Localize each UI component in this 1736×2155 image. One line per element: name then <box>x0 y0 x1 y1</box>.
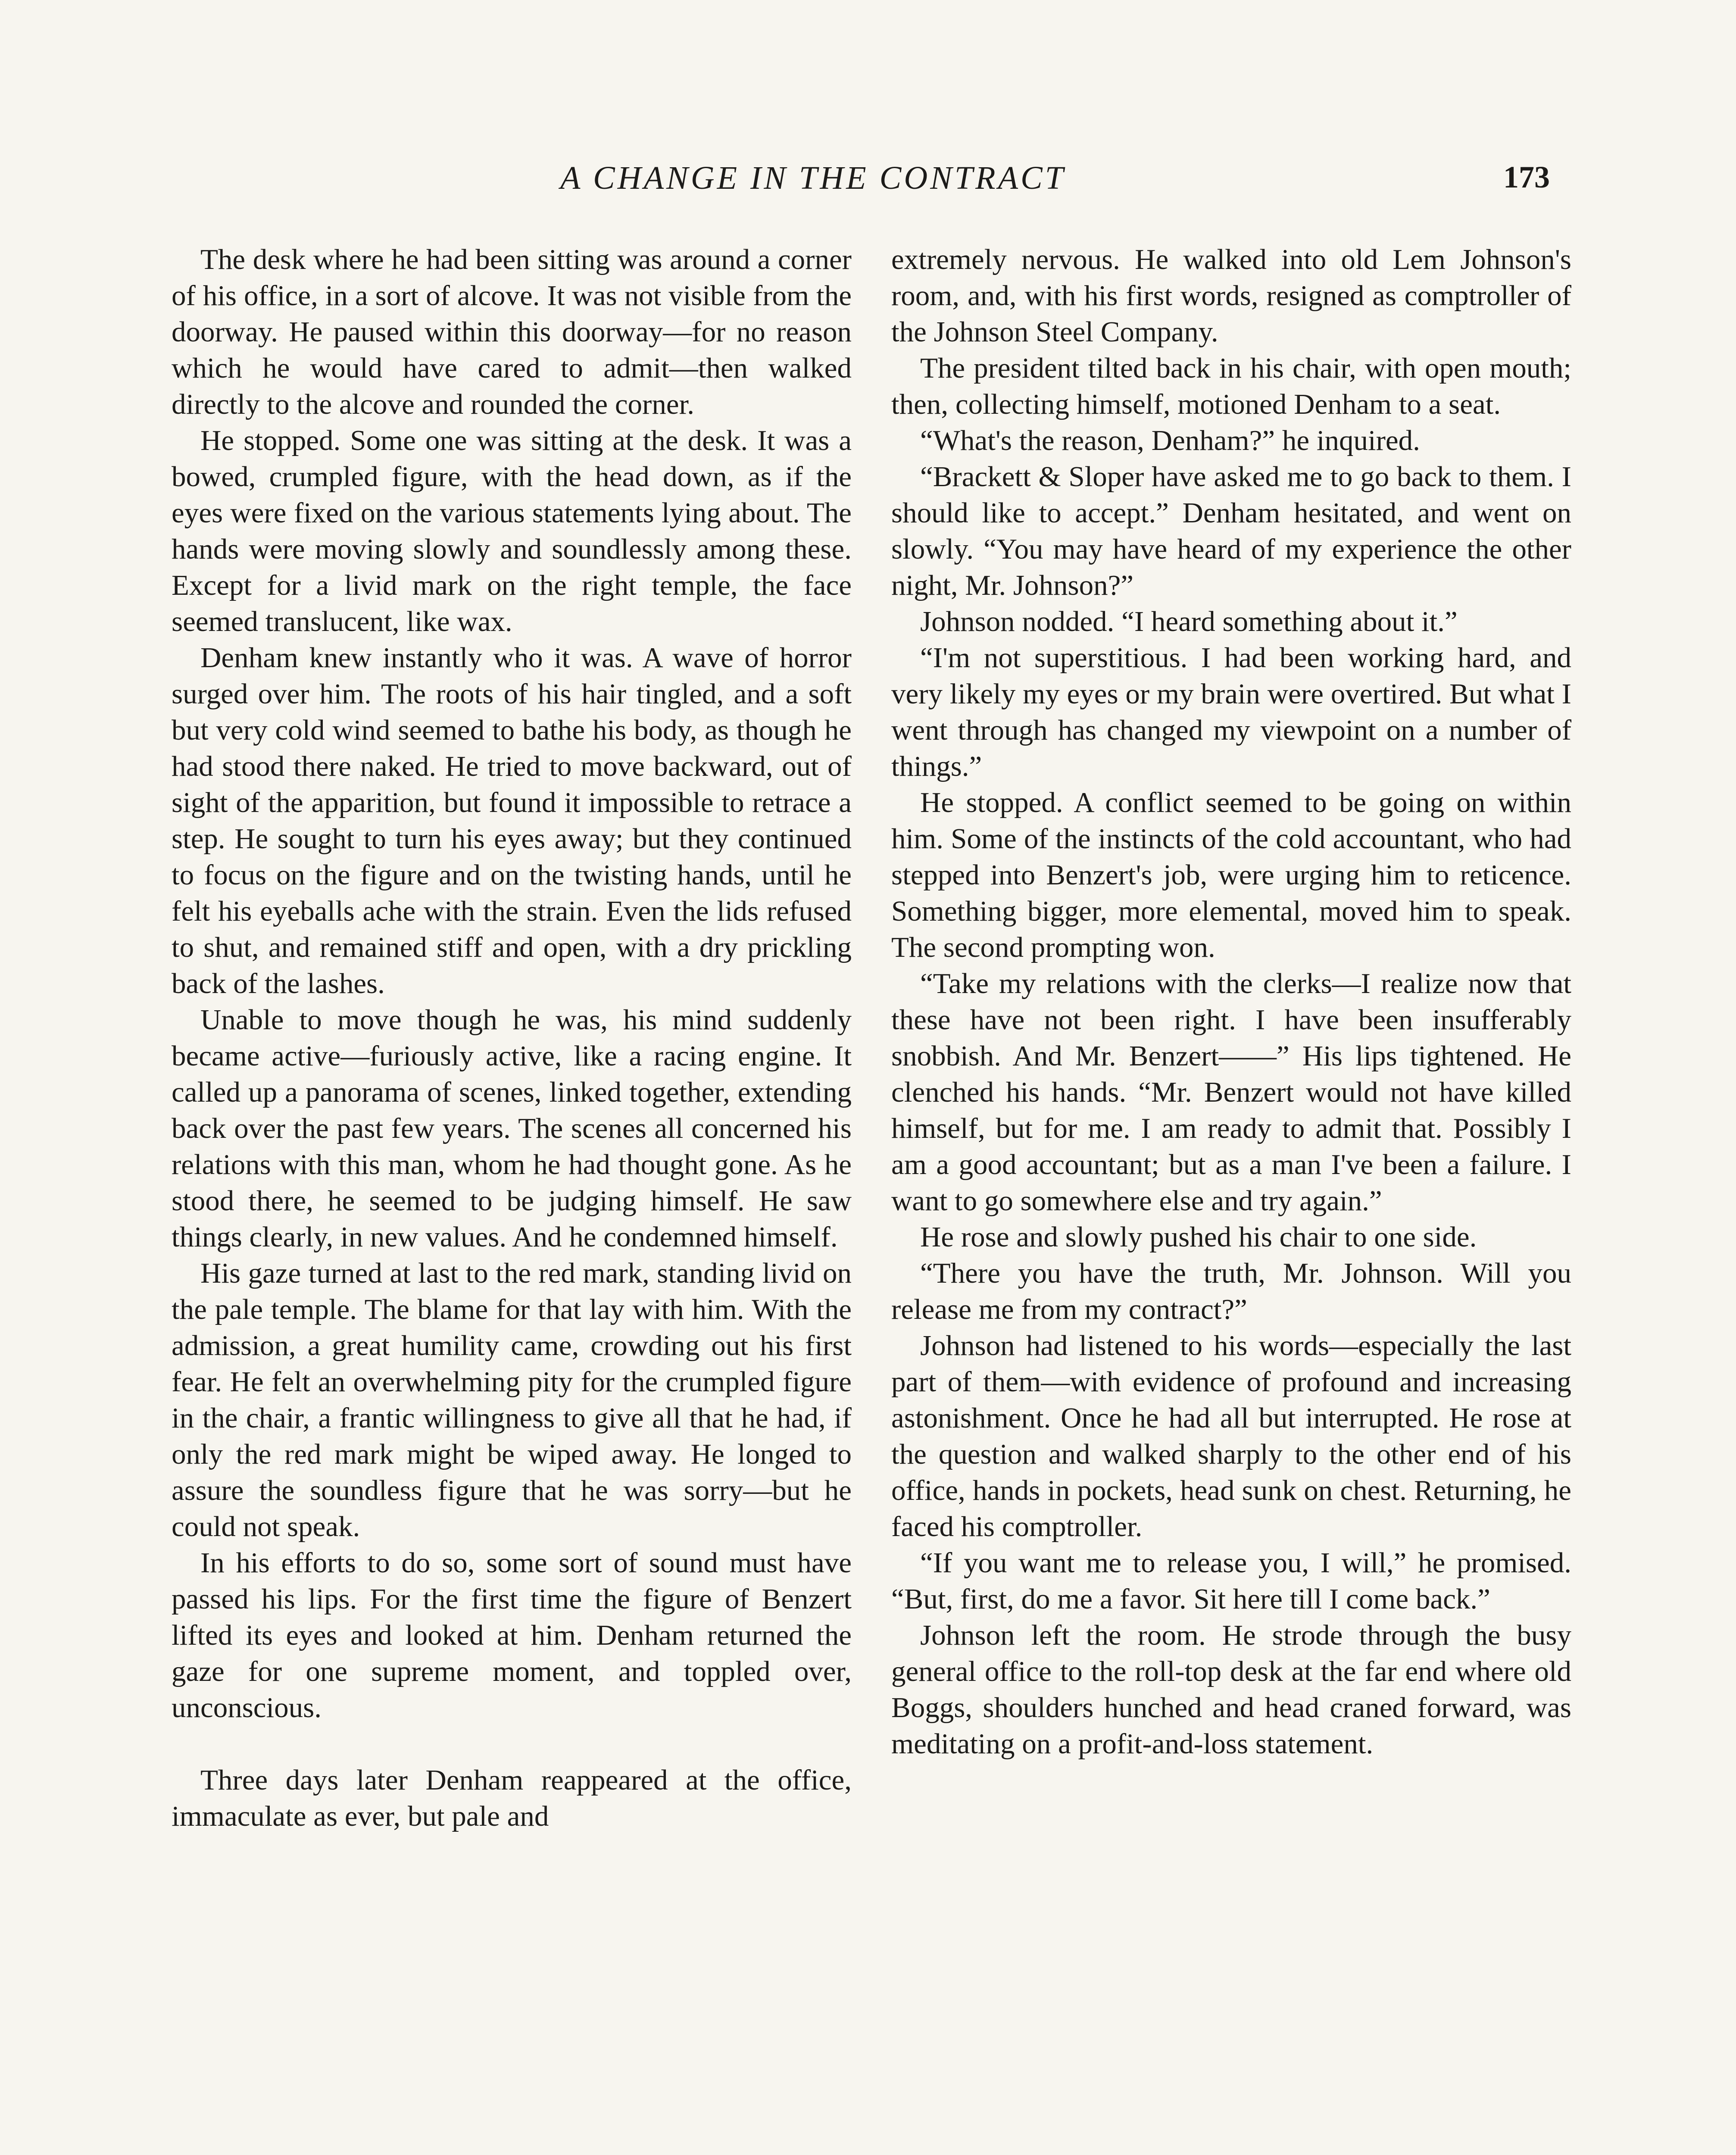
paragraph: The president tilted back in his chair, with open mouth; then, collecting himself, motioned Denham to a seat. <box>891 352 1571 420</box>
left-column <box>172 241 852 1834</box>
paragraph: Unable to move though he was, his mind suddenly became active—furiously active, like a racing engine. It called up a panorama of scenes, linked together, extending back over the past few years. The scenes all concerned his relations with this man, whom he had thought gone. As he stood there, he seemed to be judging himself. He saw things clearly, in new values. And he condemned himself. <box>172 1004 852 1253</box>
paragraph: “If you want me to release you, I will,” he promised. “But, first, do me a favor. Sit here till I come back.” <box>891 1547 1571 1615</box>
paragraph: “What's the reason, Denham?” he inquired. <box>920 425 1420 456</box>
paragraph: “Brackett & Sloper have asked me to go back to them. I should like to accept.” Denham hesitated, and went on slowly. “You may have heard of my experience the other night, Mr. Johnson?” <box>891 461 1571 601</box>
paragraph: Johnson left the room. He strode through the busy general office to the roll-top desk at the far end where old Boggs, shoulders hunched and head craned forward, was meditating on a profit-and-loss statement. <box>891 1619 1571 1760</box>
paragraph: “Take my relations with the clerks—I realize now that these have not been right. I have been insufferably snobbish. And Mr. Benzert——” His lips tightened. He clenched his hands. “Mr. Benzert would not have killed himself, but for me. I am ready to admit that. Possibly I am a good accountant; but as a man I've been a failure. I want to go somewhere else and try again.” <box>891 968 1571 1217</box>
paragraph: He stopped. A conflict seemed to be going on within him. Some of the instincts of the cold accountant, who had stepped into Benzert's job, were urging him to reticence. Something bigger, more elemental, moved him to speak. The second prompting won. <box>891 787 1571 963</box>
paragraph: He stopped. Some one was sitting at the desk. It was a bowed, crumpled figure, with the head down, as if the eyes were fixed on the various statements lying about. The hands were moving slowly and soundlessly among these. Except for a livid mark on the right temple, the face seemed translucent, like wax. <box>172 425 852 637</box>
page-number: 173 <box>1503 160 1550 194</box>
paragraph-continued: extremely nervous. He walked into old Lem Johnson's room, and, with his first words, resigned as comptroller of the Johnson Steel Company. <box>891 244 1571 348</box>
paragraph: The desk where he had been sitting was around a corner of his office, in a sort of alcove. It was not visible from the doorway. He paused within this doorway—for no reason which he would have cared to admit—then walked directly to the alcove and rounded the corner. <box>172 244 852 420</box>
right-column <box>891 241 1571 1762</box>
paragraph: Denham knew instantly who it was. A wave of horror surged over him. The roots of his hair tingled, and a soft but very cold wind seemed to bathe his body, as though he had stood there naked. He tried to move backward, out of sight of the apparition, but found it impossible to retrace a step. He sought to turn his eyes away; but they continued to focus on the figure and on the twisting hands, until he felt his eyeballs ache with the strain. Even the lids refused to shut, and remained stiff and open, with a dry prickling back of the lashes. <box>172 642 852 999</box>
paragraph: His gaze turned at last to the red mark, standing livid on the pale temple. The blame for that lay with him. With the admission, a great humility came, crowding out his first fear. He felt an overwhelming pity for the crumpled figure in the chair, a frantic willingness to give all that he had, if only the red mark might be wiped away. He longed to assure the soundless figure that he was sorry—but he could not speak. <box>172 1257 852 1543</box>
paragraph: Johnson had listened to his words—especially the last part of them—with evidence of profound and increasing astonishment. Once he had all but interrupted. He rose at the question and walked sharply to the other end of his office, hands in pockets, head sunk on chest. Returning, he faced his comptroller. <box>891 1330 1571 1543</box>
paragraph: Three days later Denham reappeared at the office, immaculate as ever, but pale and <box>172 1764 852 1832</box>
paragraph: “I'm not superstitious. I had been working hard, and very likely my eyes or my brain were overtired. But what I went through has changed my viewpoint on a number of things.” <box>891 642 1571 782</box>
paragraph: “There you have the truth, Mr. Johnson. Will you release me from my contract?” <box>891 1257 1571 1325</box>
paragraph: He rose and slowly pushed his chair to one side. <box>920 1221 1477 1253</box>
page-header <box>0 159 1736 211</box>
paragraph: Johnson nodded. “I heard something about it.” <box>920 606 1458 637</box>
running-title: A CHANGE IN THE CONTRACT <box>560 160 1066 196</box>
paragraph: In his efforts to do so, some sort of sound must have passed his lips. For the first time the figure of Benzert lifted its eyes and looked at him. Denham returned the gaze for one supreme moment, and toppled over, unconscious. <box>172 1547 852 1724</box>
